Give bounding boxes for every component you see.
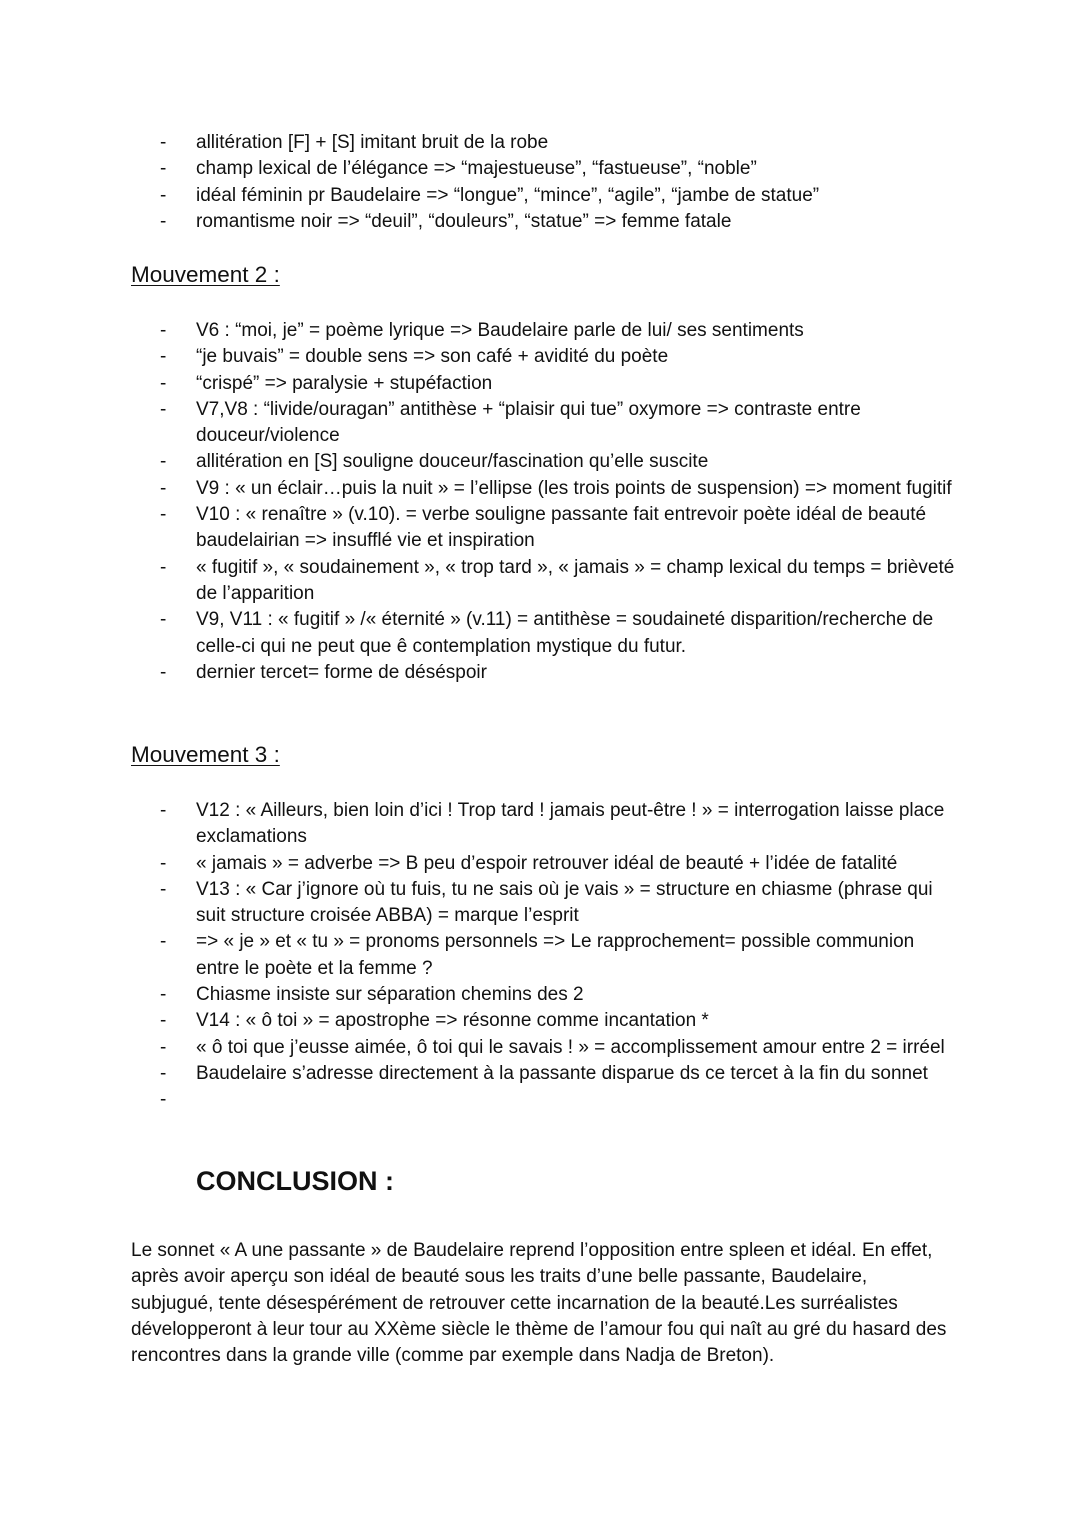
list-item: - « jamais » = adverbe => B peu d’espoir retrouver idéal de beauté + l’idée de fatalité — [130, 851, 960, 877]
list-item: - « ô toi que j’eusse aimée, ô toi qui le savais ! » = accomplissement amour entre 2 = irréel — [130, 1035, 960, 1061]
bullet-dash: - — [160, 451, 167, 473]
bullet-dash: - — [160, 661, 167, 683]
bullet-dash: - — [160, 1062, 167, 1084]
bullet-dash: - — [160, 984, 167, 1006]
list-item — [130, 1087, 960, 1113]
list-item: - “crispé” => paralysie + stupéfaction — [130, 371, 960, 397]
list-item: - V12 : « Ailleurs, bien loin d’ici ! Trop tard ! jamais peut-être ! » = interrogation laisse place exclamations — [160, 800, 945, 848]
bullet-dash: - — [160, 346, 167, 368]
list-item: - V10 : « renaître » (v.10). = verbe souligne passante fait entrevoir poète idéal de beauté baudelairian => insufflé vie et inspiration — [160, 504, 927, 552]
bullet-dash: - — [160, 1010, 167, 1032]
movement2-list — [130, 318, 960, 686]
bullet-dash: - — [160, 132, 167, 153]
bullet-dash: - — [160, 1089, 167, 1111]
list-item: - romantisme noir => “deuil”, “douleurs”, “statue” => femme fatale — [130, 209, 960, 235]
movement3-list — [130, 798, 960, 1114]
list-item: - dernier tercet= forme de déséspoir — [130, 660, 960, 686]
bullet-dash: - — [160, 504, 167, 526]
bullet-dash: - — [160, 158, 167, 180]
bullet-dash: - — [160, 878, 167, 900]
list-item: - champ lexical de l’élégance => “majestueuse”, “fastueuse”, “noble” — [130, 156, 960, 182]
bullet-dash: - — [160, 398, 167, 420]
movement2-heading: Mouvement 2 : — [131, 262, 280, 287]
bullet-dash: - — [160, 800, 167, 821]
list-item: - V13 : « Car j’ignore où tu fuis, tu ne sais où je vais » = structure en chiasme (phrase qui suit structure croisée ABBA) = marque l’esprit — [160, 878, 933, 927]
bullet-dash: - — [160, 609, 167, 631]
bullet-dash: - — [160, 477, 167, 499]
conclusion-paragraph: Le sonnet « A une passante » de Baudelaire reprend l’opposition entre spleen et idéal. En effet, après avoir aperçu son idéal de beauté sous les traits d’une belle passante, Baudelaire, subjugué, tente désespérément de retrouver cette incarnation de la beauté.Les surréalistes développeront à leur tour au XXème siècle le thème de l’amour fou qui naît au gré du hasard des rencontres dans la grande ville (comme par exemple dans Nadja de Breton). — [131, 1240, 947, 1367]
list-item: - “je buvais” = double sens => son café + avidité du poète — [130, 344, 960, 370]
list-item: - V9 : « un éclair…puis la nuit » = l’ellipse (les trois points de suspension) => moment fugitif — [130, 476, 960, 502]
list-item: - allitération en [S] souligne douceur/fascination qu’elle suscite — [130, 449, 960, 475]
bullet-dash: - — [160, 852, 167, 874]
bullet-dash: - — [160, 1036, 167, 1058]
list-item: - allitération [F] + [S] imitant bruit de la robe — [130, 130, 960, 156]
list-item: - V7,V8 : “livide/ouragan” antithèse + “plaisir qui tue” oxymore => contraste entre douceur/violence — [160, 398, 861, 447]
list-item: - Baudelaire s’adresse directement à la passante disparue ds ce tercet à la fin du sonnet — [130, 1061, 960, 1087]
conclusion-heading: CONCLUSION : — [196, 1166, 394, 1196]
bullet-dash: - — [160, 210, 167, 232]
bullet-dash: - — [160, 931, 167, 953]
list-item: - => « je » et « tu » = pronoms personnels => Le rapprochement= possible communion entre le poète et la femme ? — [160, 931, 915, 979]
bullet-dash: - — [160, 184, 167, 206]
bullet-dash: - — [160, 556, 167, 578]
list-item: - « fugitif », « soudainement », « trop tard », « jamais » = champ lexical du temps = brièveté de l’apparition — [160, 556, 955, 604]
list-item: - V14 : « ô toi » = apostrophe => résonne comme incantation * — [130, 1008, 960, 1034]
bullet-dash: - — [160, 372, 167, 394]
section1-list — [130, 130, 960, 235]
list-item: - V6 : “moi, je” = poème lyrique => Baudelaire parle de lui/ ses sentiments — [130, 318, 960, 344]
movement3-heading: Mouvement 3 : — [131, 742, 280, 767]
list-item: - Chiasme insiste sur séparation chemins des 2 — [130, 982, 960, 1008]
list-item: - V9, V11 : « fugitif » /« éternité » (v.11) = antithèse = soudaineté disparition/recherche de celle-ci qui ne peut que ê contemplation mystique du futur. — [160, 609, 934, 657]
list-item: - idéal féminin pr Baudelaire => “longue”, “mince”, “agile”, “jambe de statue” — [130, 183, 960, 209]
bullet-dash: - — [160, 320, 167, 341]
